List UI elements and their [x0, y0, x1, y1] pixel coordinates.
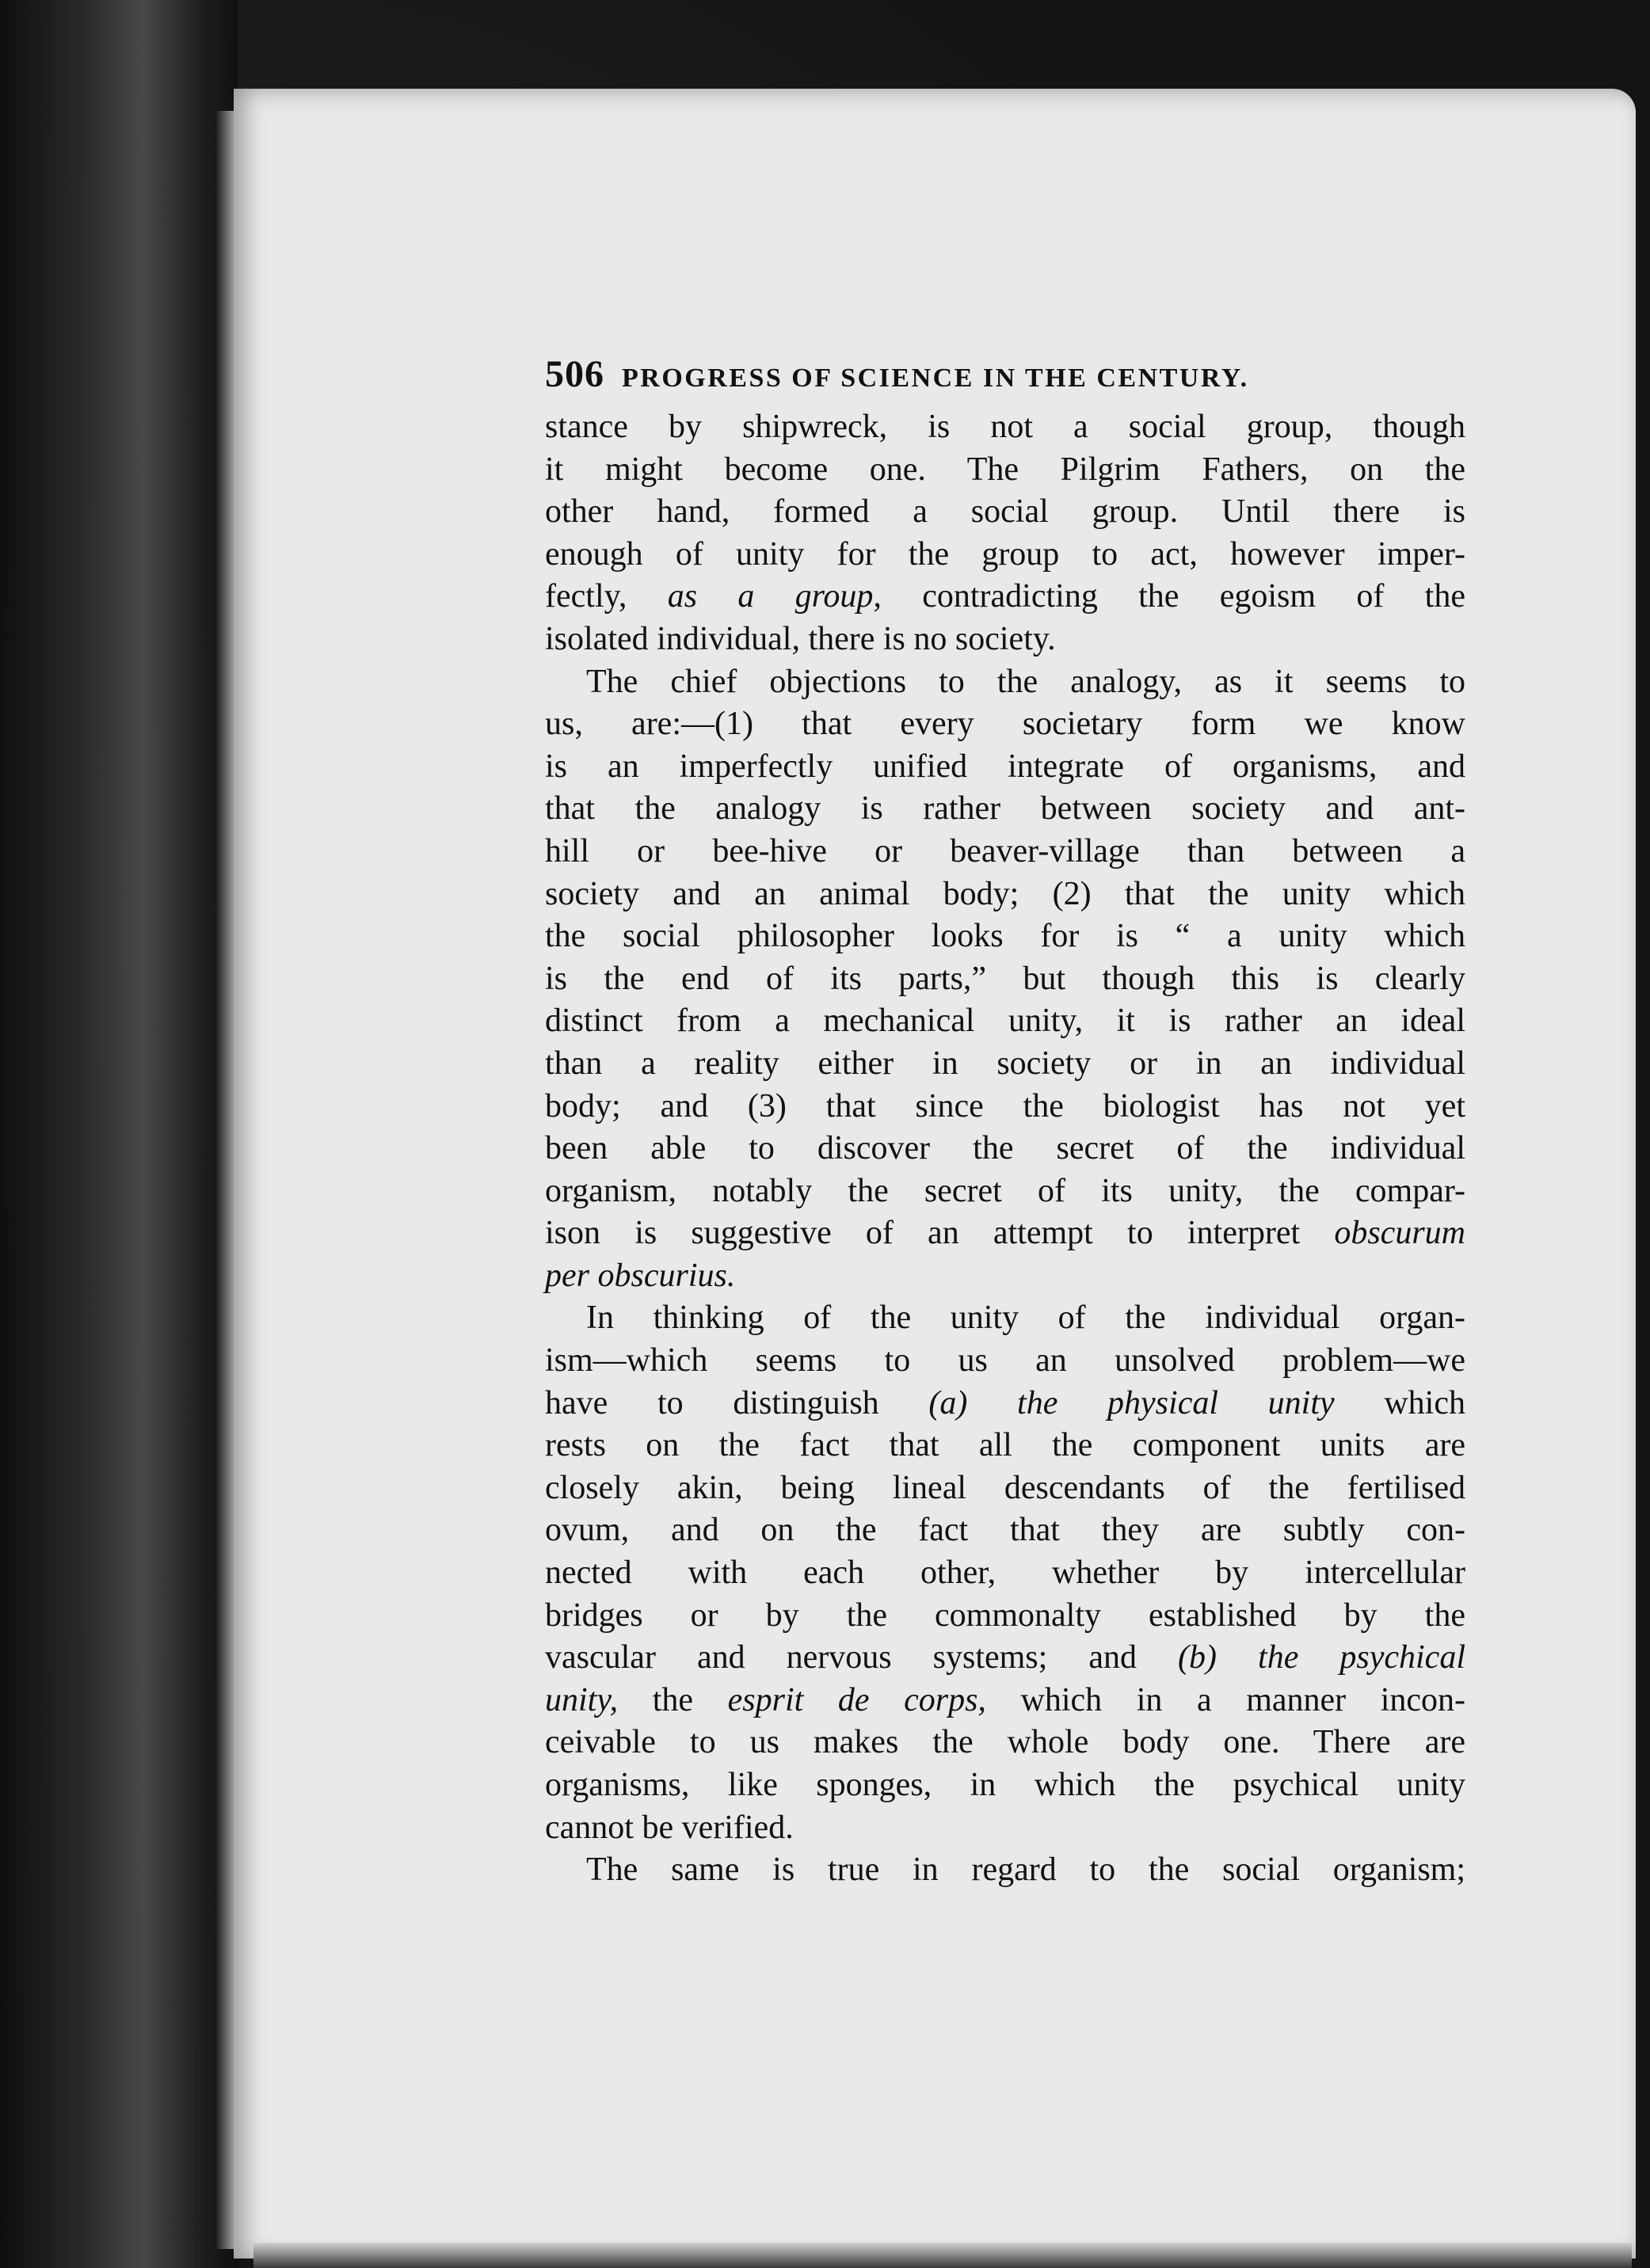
text-run: been able to discover the secret of the individual: [545, 1130, 1465, 1167]
text-run: us, are:—(1) that every societary form we know: [545, 706, 1465, 743]
text-run: The same is true in regard to the social organism;: [586, 1851, 1465, 1889]
italic-text: (a): [928, 1384, 968, 1421]
text-line: [545, 1128, 1465, 1170]
paragraph: [545, 1849, 1465, 1892]
book-spine: [0, 0, 238, 2268]
text-run: have to distinguish: [545, 1384, 929, 1421]
text-run: ceivable to us makes the whole body one. There are: [545, 1724, 1465, 1761]
text-line: [545, 1340, 1465, 1383]
italic-text: per obscurius.: [545, 1257, 736, 1294]
running-title: PROGRESS OF SCIENCE IN THE CENTURY.: [622, 363, 1249, 393]
text-run: the: [618, 1681, 728, 1718]
text-line: [545, 746, 1465, 789]
text-run: is the end of its parts,” but though this is clearly: [545, 960, 1465, 997]
text-line: [545, 1297, 1465, 1340]
text-run: distinct from a mechanical unity, it is rather an ideal: [545, 1003, 1465, 1040]
text-block: [545, 352, 1465, 1892]
paragraph: [545, 406, 1465, 661]
text-line: [545, 1764, 1465, 1807]
text-line: [545, 1509, 1465, 1552]
text-run: stance by shipwreck, is not a social group, though: [545, 409, 1465, 445]
text-line: [545, 1722, 1465, 1764]
text-run: which: [1334, 1384, 1465, 1421]
text-line: [545, 873, 1465, 916]
italic-text: (b): [1178, 1639, 1217, 1676]
text-run: ison is suggestive of an attempt to interpret: [545, 1215, 1335, 1252]
text-run: ovum, and on the fact that they are subtly con-: [545, 1512, 1465, 1549]
text-run: [1217, 1639, 1258, 1676]
body-text: [545, 406, 1465, 1892]
text-run: vascular and nervous systems; and: [545, 1639, 1179, 1676]
text-run: organism, notably the secret of its unity, the compar-: [545, 1172, 1465, 1209]
italic-text: as a group,: [667, 578, 882, 615]
text-run: cannot be verified.: [545, 1809, 794, 1846]
text-run: than a reality either in society or in an individual: [545, 1045, 1465, 1082]
text-line: [545, 576, 1465, 618]
paragraph: [545, 1297, 1465, 1849]
text-line: [545, 534, 1465, 577]
text-line: [545, 1467, 1465, 1510]
text-run: contradicting the egoism of the: [881, 578, 1465, 615]
text-line: [545, 1043, 1465, 1086]
text-run: nected with each other, whether by intercellular: [545, 1554, 1465, 1592]
italic-text: the psychical: [1258, 1639, 1465, 1676]
italic-text: obscurum: [1334, 1215, 1465, 1252]
text-run: enough of unity for the group to act, however imper-: [545, 535, 1465, 573]
text-line: [545, 958, 1465, 1001]
text-line: [545, 1849, 1465, 1892]
text-line: [545, 1680, 1465, 1722]
text-run: hill or bee-hive or beaver-village than between a: [545, 832, 1465, 870]
text-run: rests on the fact that all the component units are: [545, 1427, 1465, 1464]
italic-text: the physical unity: [1017, 1384, 1335, 1421]
text-line: [545, 788, 1465, 831]
text-run: organisms, like sponges, in which the psychical unity: [545, 1767, 1465, 1803]
text-line: [545, 1383, 1465, 1425]
text-run: society and an animal body; (2) that the unity which: [545, 875, 1465, 912]
text-line: [545, 661, 1465, 704]
text-run: that the analogy is rather between society and ant-: [545, 790, 1465, 828]
text-line: [545, 831, 1465, 873]
text-run: ism—which seems to us an unsolved problem—we: [545, 1342, 1465, 1379]
text-run: is an imperfectly unified integrate of organisms, and: [545, 748, 1465, 785]
text-line: [545, 1255, 1465, 1298]
text-run: The chief objections to the analogy, as it seems to: [586, 663, 1465, 700]
text-line: [545, 703, 1465, 746]
text-line: [545, 1807, 1465, 1850]
text-line: [545, 1000, 1465, 1043]
text-line: [545, 1637, 1465, 1680]
text-line: [545, 491, 1465, 534]
text-run: fectly,: [545, 578, 668, 615]
page-number: 506: [545, 353, 604, 395]
text-run: body; and (3) that since the biologist has not yet: [545, 1087, 1465, 1124]
text-line: [545, 1552, 1465, 1595]
text-line: [545, 449, 1465, 492]
text-run: [967, 1385, 1017, 1421]
text-run: it might become one. The Pilgrim Fathers, on the: [545, 451, 1465, 488]
text-run: bridges or by the commonalty established by the: [545, 1596, 1465, 1634]
text-line: [545, 618, 1465, 661]
italic-text: unity,: [545, 1681, 619, 1718]
text-line: [545, 1212, 1465, 1255]
text-run: In thinking of the unity of the individual organ-: [586, 1300, 1465, 1337]
text-line: [545, 1086, 1465, 1128]
text-run: other hand, formed a social group. Until there is: [545, 493, 1465, 531]
text-line: [545, 1425, 1465, 1467]
text-run: isolated individual, there is no society.: [545, 620, 1056, 657]
text-run: the social philosopher looks for is “ a unity which: [545, 918, 1465, 955]
text-run: which in a manner incon-: [985, 1681, 1465, 1718]
text-line: [545, 406, 1465, 449]
text-line: [545, 915, 1465, 958]
text-run: closely akin, being lineal descendants of the fertilised: [545, 1469, 1465, 1506]
text-line: [545, 1170, 1465, 1213]
running-head: [545, 352, 1465, 400]
page-bottom-edge: [253, 2243, 1632, 2268]
paragraph: [545, 661, 1465, 1298]
text-line: [545, 1595, 1465, 1638]
italic-text: esprit de corps,: [727, 1681, 986, 1718]
